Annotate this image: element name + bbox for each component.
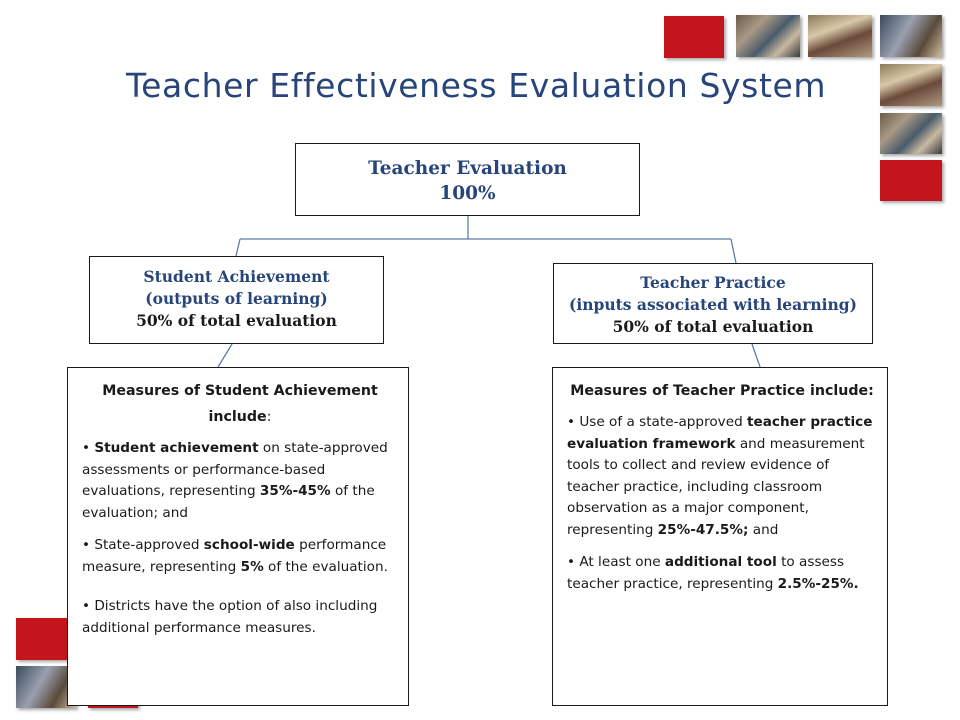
teacher-evaluation-box [295, 143, 640, 216]
student-achievement-measures-heading: Measures of Student Achievement include: [102, 383, 378, 425]
list-item: • Use of a state-approved teacher practice evaluation framework and measurement tools to collect and review evidence of teacher practice, including classroom observation as a major component, representing 25%-47.5%; and [567, 414, 873, 538]
teacher-evaluation-percent: 100% [439, 183, 496, 204]
connector-line [236, 239, 240, 256]
connector-line [731, 239, 736, 263]
list-item: • Student achievement on state-approved assessments or performance-based evaluations, representing 35%-45% of the evaluation; and [82, 440, 388, 521]
teacher-practice-box [553, 263, 873, 344]
student-achievement-subtitle: (outputs of learning) [145, 289, 328, 308]
student-achievement-weight: 50% of total evaluation [136, 311, 337, 330]
teacher-practice-label: Teacher Practice [640, 273, 786, 292]
teacher-practice-weight: 50% of total evaluation [612, 317, 814, 336]
connector-line [752, 344, 760, 367]
teacher-practice-subtitle: (inputs associated with learning) [569, 295, 857, 314]
list-item: • At least one additional tool to assess teacher practice, representing 2.5%-25%. [567, 554, 859, 592]
teacher-practice-measures-heading: Measures of Teacher Practice include: [570, 383, 874, 399]
student-achievement-box [89, 256, 384, 344]
connector-line [218, 344, 232, 367]
teacher-evaluation-label: Teacher Evaluation [368, 158, 567, 179]
list-item: • Districts have the option of also including additional performance measures. [82, 598, 378, 636]
page-title: Teacher Effectiveness Evaluation System [126, 66, 827, 105]
list-item: • State-approved school-wide performance measure, representing 5% of the evaluation. [82, 537, 388, 575]
teacher-practice-measures-box [552, 367, 888, 706]
student-achievement-label: Student Achievement [143, 267, 330, 286]
student-achievement-measures-box [67, 367, 409, 706]
